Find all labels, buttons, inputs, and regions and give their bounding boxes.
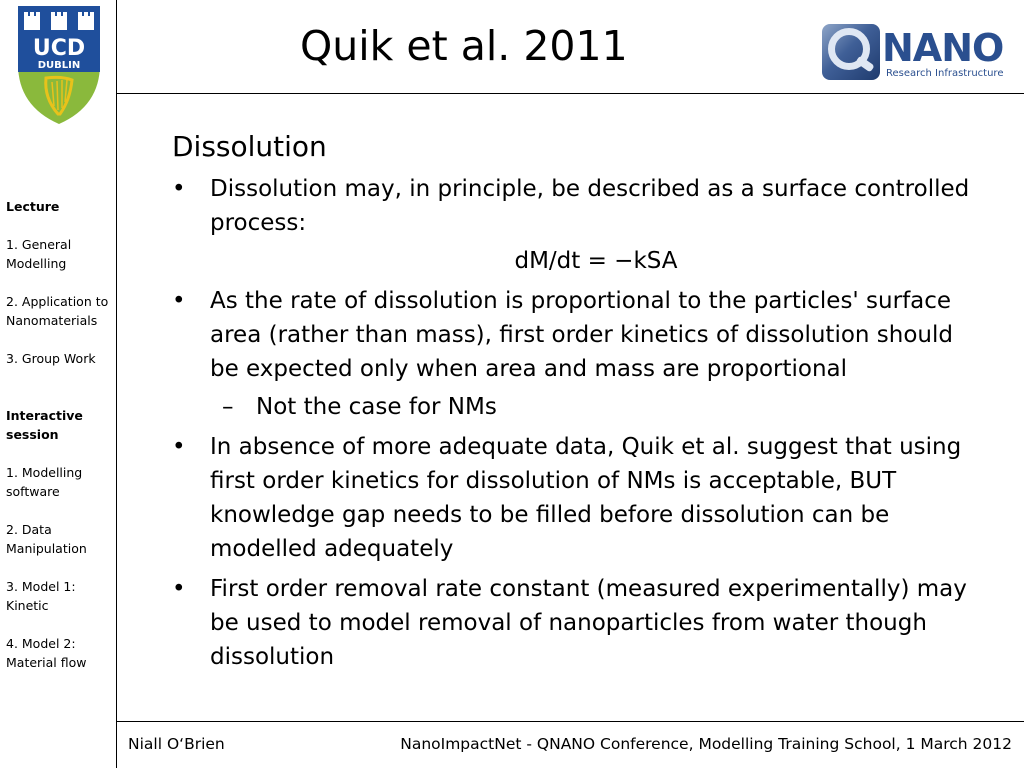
qnano-q-icon bbox=[822, 24, 880, 80]
sidebar-item-group-work[interactable]: 3. Group Work bbox=[6, 351, 96, 366]
footer-event: NanoImpactNet - QNANO Conference, Modelling Training School, 1 March 2012 bbox=[400, 735, 1012, 753]
sidebar-item-modelling-software[interactable]: 1. Modelling software bbox=[6, 465, 83, 499]
bullet-3: • In absence of more adequate data, Quik et al. suggest that using first order kinetics for dissolution of NMs is acceptable, BUT knowledge gap needs to be filled before dissolution can be modelled adequately bbox=[172, 430, 982, 566]
bullet-1: • Dissolution may, in principle, be described as a surface controlled process: bbox=[172, 172, 982, 240]
footer-author: Niall O‘Brien bbox=[128, 735, 225, 753]
qnano-logo bbox=[822, 22, 1002, 82]
footer-divider bbox=[116, 721, 1024, 722]
sidebar-item-general-modelling[interactable]: 1. General Modelling bbox=[6, 237, 72, 271]
header-divider bbox=[116, 93, 1024, 94]
slide-content bbox=[172, 128, 982, 674]
sidebar-item-model-material-flow[interactable]: 4. Model 2: Material flow bbox=[6, 636, 87, 670]
ucd-logo-text: UCD bbox=[32, 36, 86, 61]
slide-title: Quik et al. 2011 bbox=[300, 22, 628, 70]
qnano-logo-text: NANO bbox=[882, 26, 1004, 70]
ucd-logo bbox=[14, 2, 104, 126]
sidebar-nav bbox=[6, 197, 114, 672]
sidebar-item-application[interactable]: 2. Application to Nanomaterials bbox=[6, 294, 109, 328]
bullet-2: • As the rate of dissolution is proportional to the particles' surface area (rather than mass), first order kinetics of dissolution should be expected only when area and mass are proportional bbox=[172, 284, 982, 386]
formula: dM/dt = −kSA bbox=[514, 248, 678, 274]
section-title: Dissolution bbox=[172, 130, 327, 163]
sidebar-heading-lecture: Lecture bbox=[6, 199, 60, 214]
sidebar-heading-interactive: Interactive session bbox=[6, 408, 83, 442]
sidebar-divider bbox=[116, 0, 117, 768]
sub-bullet: – Not the case for NMs bbox=[172, 390, 982, 424]
ucd-logo-subtext: DUBLIN bbox=[37, 60, 81, 71]
bullet-4: • First order removal rate constant (measured experimentally) may be used to model removal of nanoparticles from water though dissolution bbox=[172, 572, 982, 674]
qnano-logo-subtitle: Research Infrastructure bbox=[886, 68, 1004, 79]
sidebar-item-data-manipulation[interactable]: 2. Data Manipulation bbox=[6, 522, 87, 556]
sidebar-item-model-kinetic[interactable]: 3. Model 1: Kinetic bbox=[6, 579, 76, 613]
